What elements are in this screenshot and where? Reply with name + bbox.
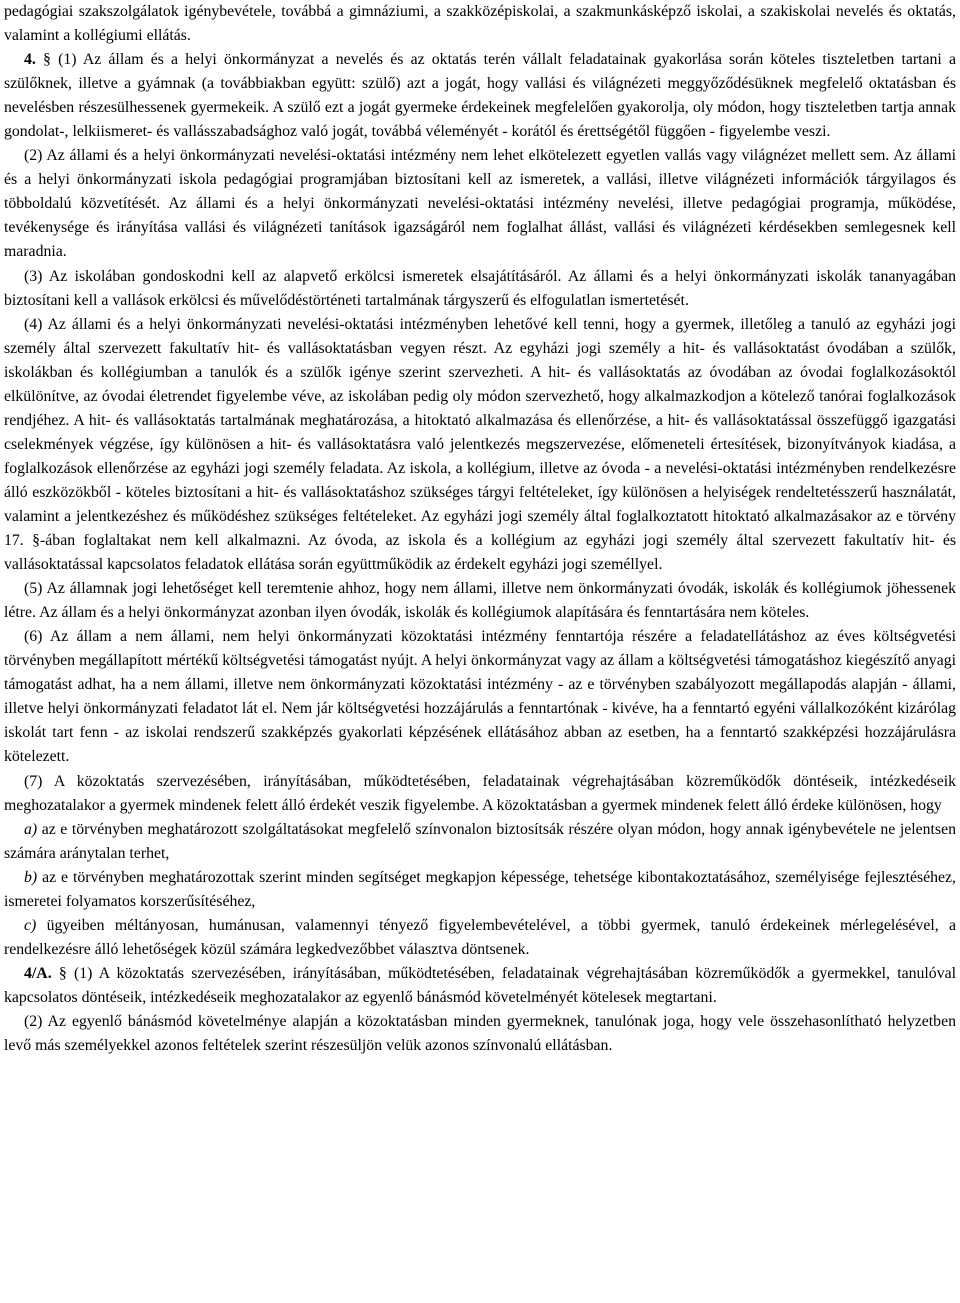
list-item-b-label: b) bbox=[24, 868, 38, 886]
section-4-paragraph-6: (6) Az állam a nem állami, nem helyi önkormányzati közoktatási intézmény fenntartója részére a feladatellátáshoz az éves költségvetési törvényben megállapított mértékű költségvetési támogatást nyújt. A helyi önkormányzat vagy az állam a költségvetési támogatáshoz kiegészítő anyagi támogatást adhat, ha a nem állami, illetve nem önkormányzati közoktatási intézmény - az e törvényben szabályozott megállapodás alapján - állami, illetve helyi önkormányzati feladatot lát el. Nem jár költségvetési hozzájárulás a fenntartónak - kivéve, ha a fenntartó egyéni vállalkozóként kizárólag iskolát tart fenn - az iskolai rendszerű szakképzés gyakorlati képzésének ellátásához abban az esetben, ha a fenntartó szakképzési hozzájárulásra kötelezett. bbox=[4, 628, 956, 766]
section-4a-paragraph-2: (2) Az egyenlő bánásmód követelménye alapján a közoktatásban minden gyermeknek, tanulónak joga, hogy vele összehasonlítható helyzetben levő más személyekkel azonos feltételek szerint részesüljön velük azonos színvonalú ellátásban. bbox=[4, 1012, 956, 1055]
list-item-c-label: c) bbox=[24, 916, 37, 934]
list-item-c-text: ügyeiben méltányosan, humánusan, valamennyi tényező figyelembevételével, a többi gyermek, tanuló érdekeinek mérlegelésével, a rendelkezésre álló lehetőségek közül számára legkedvezőbbet választva döntsenek. bbox=[4, 916, 956, 958]
section-4a-paragraph-1 bbox=[4, 962, 956, 1010]
list-item-b bbox=[4, 866, 956, 914]
section-4-paragraph-5: (5) Az államnak jogi lehetőséget kell teremtenie ahhoz, hogy nem állami, illetve nem önkormányzati óvodák, iskolák és kollégiumok jöhessenek létre. Az állam és a helyi önkormányzat azonban ilyen óvodák, iskolák és kollégiumok alapítására és fenntartására nem köteles. bbox=[4, 580, 956, 622]
section-4-paragraph-3: (3) Az iskolában gondoskodni kell az alapvető erkölcsi ismeretek elsajátításáról. Az állami és a helyi önkormányzati iskolák tananyagában biztosítani kell a vallások erkölcsi és művelődéstörténeti tartalmának tárgyszerű és elfogulatlan ismertetését. bbox=[4, 267, 956, 309]
section-4-paragraph-4: (4) Az állami és a helyi önkormányzati nevelési-oktatási intézményben lehetővé kell tenni, hogy a gyermek, illetőleg a tanuló az egyházi jogi személy által szervezett fakultatív hit- és vallásoktatásban vegyen részt. Az egyházi jogi személy a hit- és vallásoktatást óvodában a szülők, iskolákban és kollégiumban a tanulók és a szülők igénye szerint szervezheti. A hit- és vallásoktatás az óvodában az óvodai foglalkozásoktól elkülönítve, az óvodai életrendet figyelembe véve, az iskolában pedig oly módon szervezhető, hogy alkalmazkodjon a kötelező tanórai foglalkozások rendjéhez. A hit- és vallásoktatás tartalmának meghatározása, a hitoktató alkalmazása és ellenőrzése, a hit- és vallásoktatással összefüggő igazgatási cselekmények végzése, így különösen a hit- és vallásoktatásra való jelentkezés megszervezése, előmeneteli értesítések, bizonyítványok kiadása, a foglalkozások ellenőrzése az egyházi jogi személy feladata. Az iskola, a kollégium, illetve az óvoda - a nevelési-oktatási intézményben rendelkezésre álló eszközökből - köteles biztosítani a hit- és vallásoktatáshoz szükséges tárgyi feltételeket, így különösen a helyiségek rendeltetésszerű használatát, valamint a jelentkezéshez és működéshez szükséges feltételeket. Az egyházi jogi személy által foglalkoztatott hitoktató alkalmazásakor az e törvény 17. §-ában foglaltakat nem kell alkalmazni. Az óvoda, az iskola és a kollégium az egyházi jogi személy által szervezett fakultatív hit- és vallásoktatással kapcsolatos feladatok ellátása során együttműködik az érdekelt egyházi jogi személlyel. bbox=[4, 315, 956, 574]
section-4a-paragraph-1-text: § (1) A közoktatás szervezésében, irányításában, működtetésében, feladatainak végrehajtásában közreműködők a gyermekkel, tanulóval kapcsolatos döntéseik, intézkedéseik meghozatalakor az egyenlő bánásmód követelményét kötelesek megtartani. bbox=[4, 964, 956, 1006]
section-4-paragraph-1-text: § (1) Az állam és a helyi önkormányzat a nevelés és az oktatás terén vállalt feladatainak gyakorlása során köteles tiszteletben tartani a szülőknek, illetve a gyámnak (a továbbiakban együtt: szülő) azt a jogát, hogy vallási és világnézeti meggyőződésüknek megfelelő oktatásban és nevelésben részesülhessenek gyermekeik. A szülő ezt a jogát gyermeke érdekeinek megfelelően gyakorolja, oly módon, hogy tiszteletben tartja annak gondolat-, lelkiismeret- és vallásszabadsághoz való jogát, továbbá véleményét - korától és érettségétől függően - figyelembe veszi. bbox=[4, 51, 956, 141]
list-item-a-text: az e törvényben meghatározott szolgáltatásokat megfelelő színvonalon biztosítsák részére olyan módon, hogy annak igénybevétele ne jelentsen számára aránytalan terhet, bbox=[4, 820, 956, 862]
section-4a-number: 4/A. bbox=[24, 964, 52, 982]
section-4-paragraph-7: (7) A közoktatás szervezésében, irányításában, működtetésében, feladatainak végrehajtásában közreműködők döntéseik, intézkedéseik meghozatalakor a gyermek mindenek felett álló érdekét veszik figyelembe. A közoktatásban a gyermek mindenek felett álló érdeke különösen, hogy bbox=[4, 772, 956, 814]
list-item-b-text: az e törvényben meghatározottak szerint minden segítséget megkapjon képessége, tehetsége kibontakoztatásához, személyisége fejlesztéséhez, ismeretei folyamatos korszerűsítéséhez, bbox=[4, 868, 956, 910]
section-4-paragraph-2: (2) Az állami és a helyi önkormányzati nevelési-oktatási intézmény nem lehet elkötelezett egyetlen vallás vagy világnézet mellett sem. Az állami és a helyi önkormányzati iskola pedagógiai programjában biztosítani kell az ismeretek, a vallási, illetve világnézeti információk tárgyilagos és többoldalú közvetítését. Az állami és a helyi önkormányzati nevelési-oktatási intézmény nevelési, illetve pedagógiai programja, működése, tevékenysége és irányítása vallási és világnézeti tanítások igazságáról nem foglalhat állást, vallási és világnézeti kérdésekben semlegesnek kell maradnia. bbox=[4, 147, 956, 261]
list-item-a bbox=[4, 818, 956, 866]
section-4-paragraph-1 bbox=[4, 48, 956, 144]
list-item-a-label: a) bbox=[24, 820, 38, 838]
list-item-c bbox=[4, 914, 956, 962]
continued-paragraph: pedagógiai szakszolgálatok igénybevétele, továbbá a gimnáziumi, a szakközépiskolai, a szakmunkásképző iskolai, a szakiskolai nevelés és oktatás, valamint a kollégiumi ellátás. bbox=[4, 3, 956, 45]
section-4-number: 4. bbox=[24, 51, 36, 69]
